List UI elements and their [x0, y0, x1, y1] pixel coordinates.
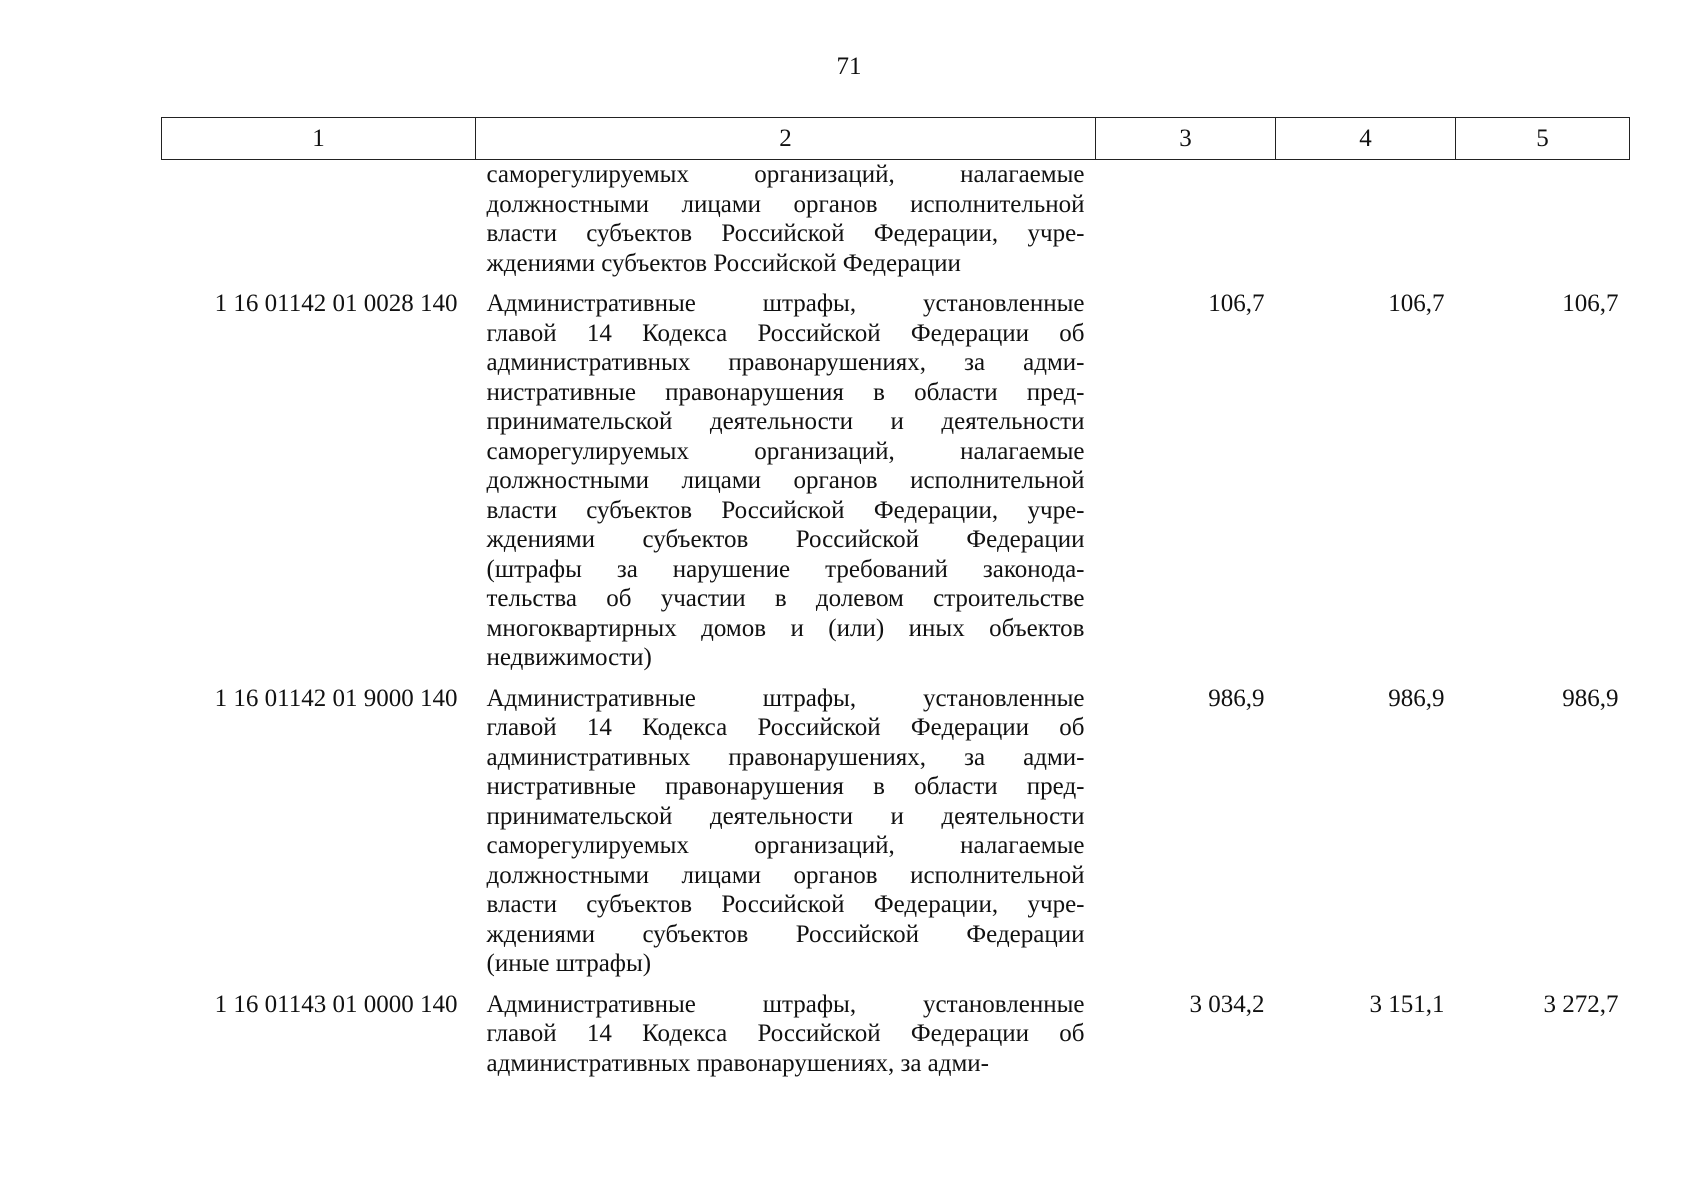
budget-code [162, 160, 476, 279]
description-line: должностными лицами органов исполнительной [486, 190, 1085, 218]
revenue-description [476, 673, 1096, 979]
description-line: (штрафы за нарушение требований законода- [486, 555, 1085, 583]
amount-col-4: 986,9 [1388, 684, 1445, 712]
header-row [162, 118, 1630, 160]
amount-col-5: 3 272,7 [1543, 990, 1619, 1018]
header-col-5: 5 [1456, 118, 1630, 160]
table-row [162, 979, 1630, 1079]
budget-code: 1 16 01142 01 9000 140 [214, 684, 458, 712]
amount-col-5: 106,7 [1562, 290, 1619, 317]
amount-col-4: 106,7 [1388, 290, 1445, 317]
table-row [162, 278, 1630, 673]
amount-col-3: 3 034,2 [1189, 990, 1265, 1018]
description-line: тельства об участии в долевом строительстве [486, 585, 1085, 612]
description-line: главой 14 Кодекса Российской Федерации об [486, 714, 1085, 741]
header-col-4: 4 [1276, 118, 1456, 160]
amount-col-3: 986,9 [1208, 684, 1265, 712]
description-line: Административные штрафы, установленные [486, 290, 1085, 317]
description-line: власти субъектов Российской Федерации, учре- [486, 496, 1085, 524]
description-line: должностными лицами органов исполнительной [486, 861, 1085, 889]
description-line: саморегулируемых организаций, налагаемые [486, 161, 1085, 188]
description-line: власти субъектов Российской Федерации, учре- [486, 220, 1085, 247]
amount-col-3 [1096, 160, 1276, 279]
amount-col-4: 3 151,1 [1369, 990, 1445, 1018]
header-col-2: 2 [476, 118, 1096, 160]
description-line: Административные штрафы, установленные [486, 684, 1085, 712]
header-col-3: 3 [1096, 118, 1276, 160]
budget-code: 1 16 01143 01 0000 140 [214, 990, 458, 1018]
amount-col-5 [1456, 160, 1630, 279]
amount-col-4 [1276, 160, 1456, 279]
description-line: должностными лицами органов исполнительной [486, 467, 1085, 494]
description-line: Административные штрафы, установленные [486, 990, 1085, 1018]
description-line: административных правонарушениях, за адми- [486, 743, 1085, 771]
table-row [162, 160, 1630, 279]
amount-col-5: 986,9 [1562, 684, 1619, 712]
description-line: власти субъектов Российской Федерации, учре- [486, 891, 1085, 918]
description-line: главой 14 Кодекса Российской Федерации об [486, 1020, 1085, 1047]
table-header [162, 118, 1630, 160]
description-line: недвижимости) [486, 644, 652, 671]
description-line: нистративные правонарушения в области пред- [486, 773, 1085, 800]
description-line: административных правонарушениях, за адми- [486, 1049, 990, 1077]
table-row [162, 673, 1630, 979]
revenue-description [476, 278, 1096, 673]
budget-table [161, 117, 1630, 1078]
table-body [162, 160, 1630, 1079]
description-line: саморегулируемых организаций, налагаемые [486, 437, 1085, 465]
amount-col-3: 106,7 [1208, 290, 1265, 317]
description-line: главой 14 Кодекса Российской Федерации об [486, 319, 1085, 347]
page-number: 71 [836, 53, 862, 80]
description-line: многоквартирных домов и (или) иных объектов [486, 614, 1085, 642]
description-line: нистративные правонарушения в области пред- [486, 378, 1085, 406]
budget-code: 1 16 01142 01 0028 140 [214, 290, 458, 317]
description-line: (иные штрафы) [486, 950, 652, 977]
description-line: принимательской деятельности и деятельности [486, 802, 1085, 830]
header-col-1: 1 [162, 118, 476, 160]
description-line: ждениями субъектов Российской Федерации [486, 526, 1085, 553]
description-line: административных правонарушениях, за адми- [486, 349, 1085, 376]
description-line: ждениями субъектов Российской Федерации [486, 249, 961, 277]
description-line: саморегулируемых организаций, налагаемые [486, 832, 1085, 859]
revenue-description [476, 160, 1096, 279]
description-line: принимательской деятельности и деятельности [486, 408, 1085, 435]
description-line: ждениями субъектов Российской Федерации [486, 920, 1085, 948]
revenue-description [476, 979, 1096, 1079]
